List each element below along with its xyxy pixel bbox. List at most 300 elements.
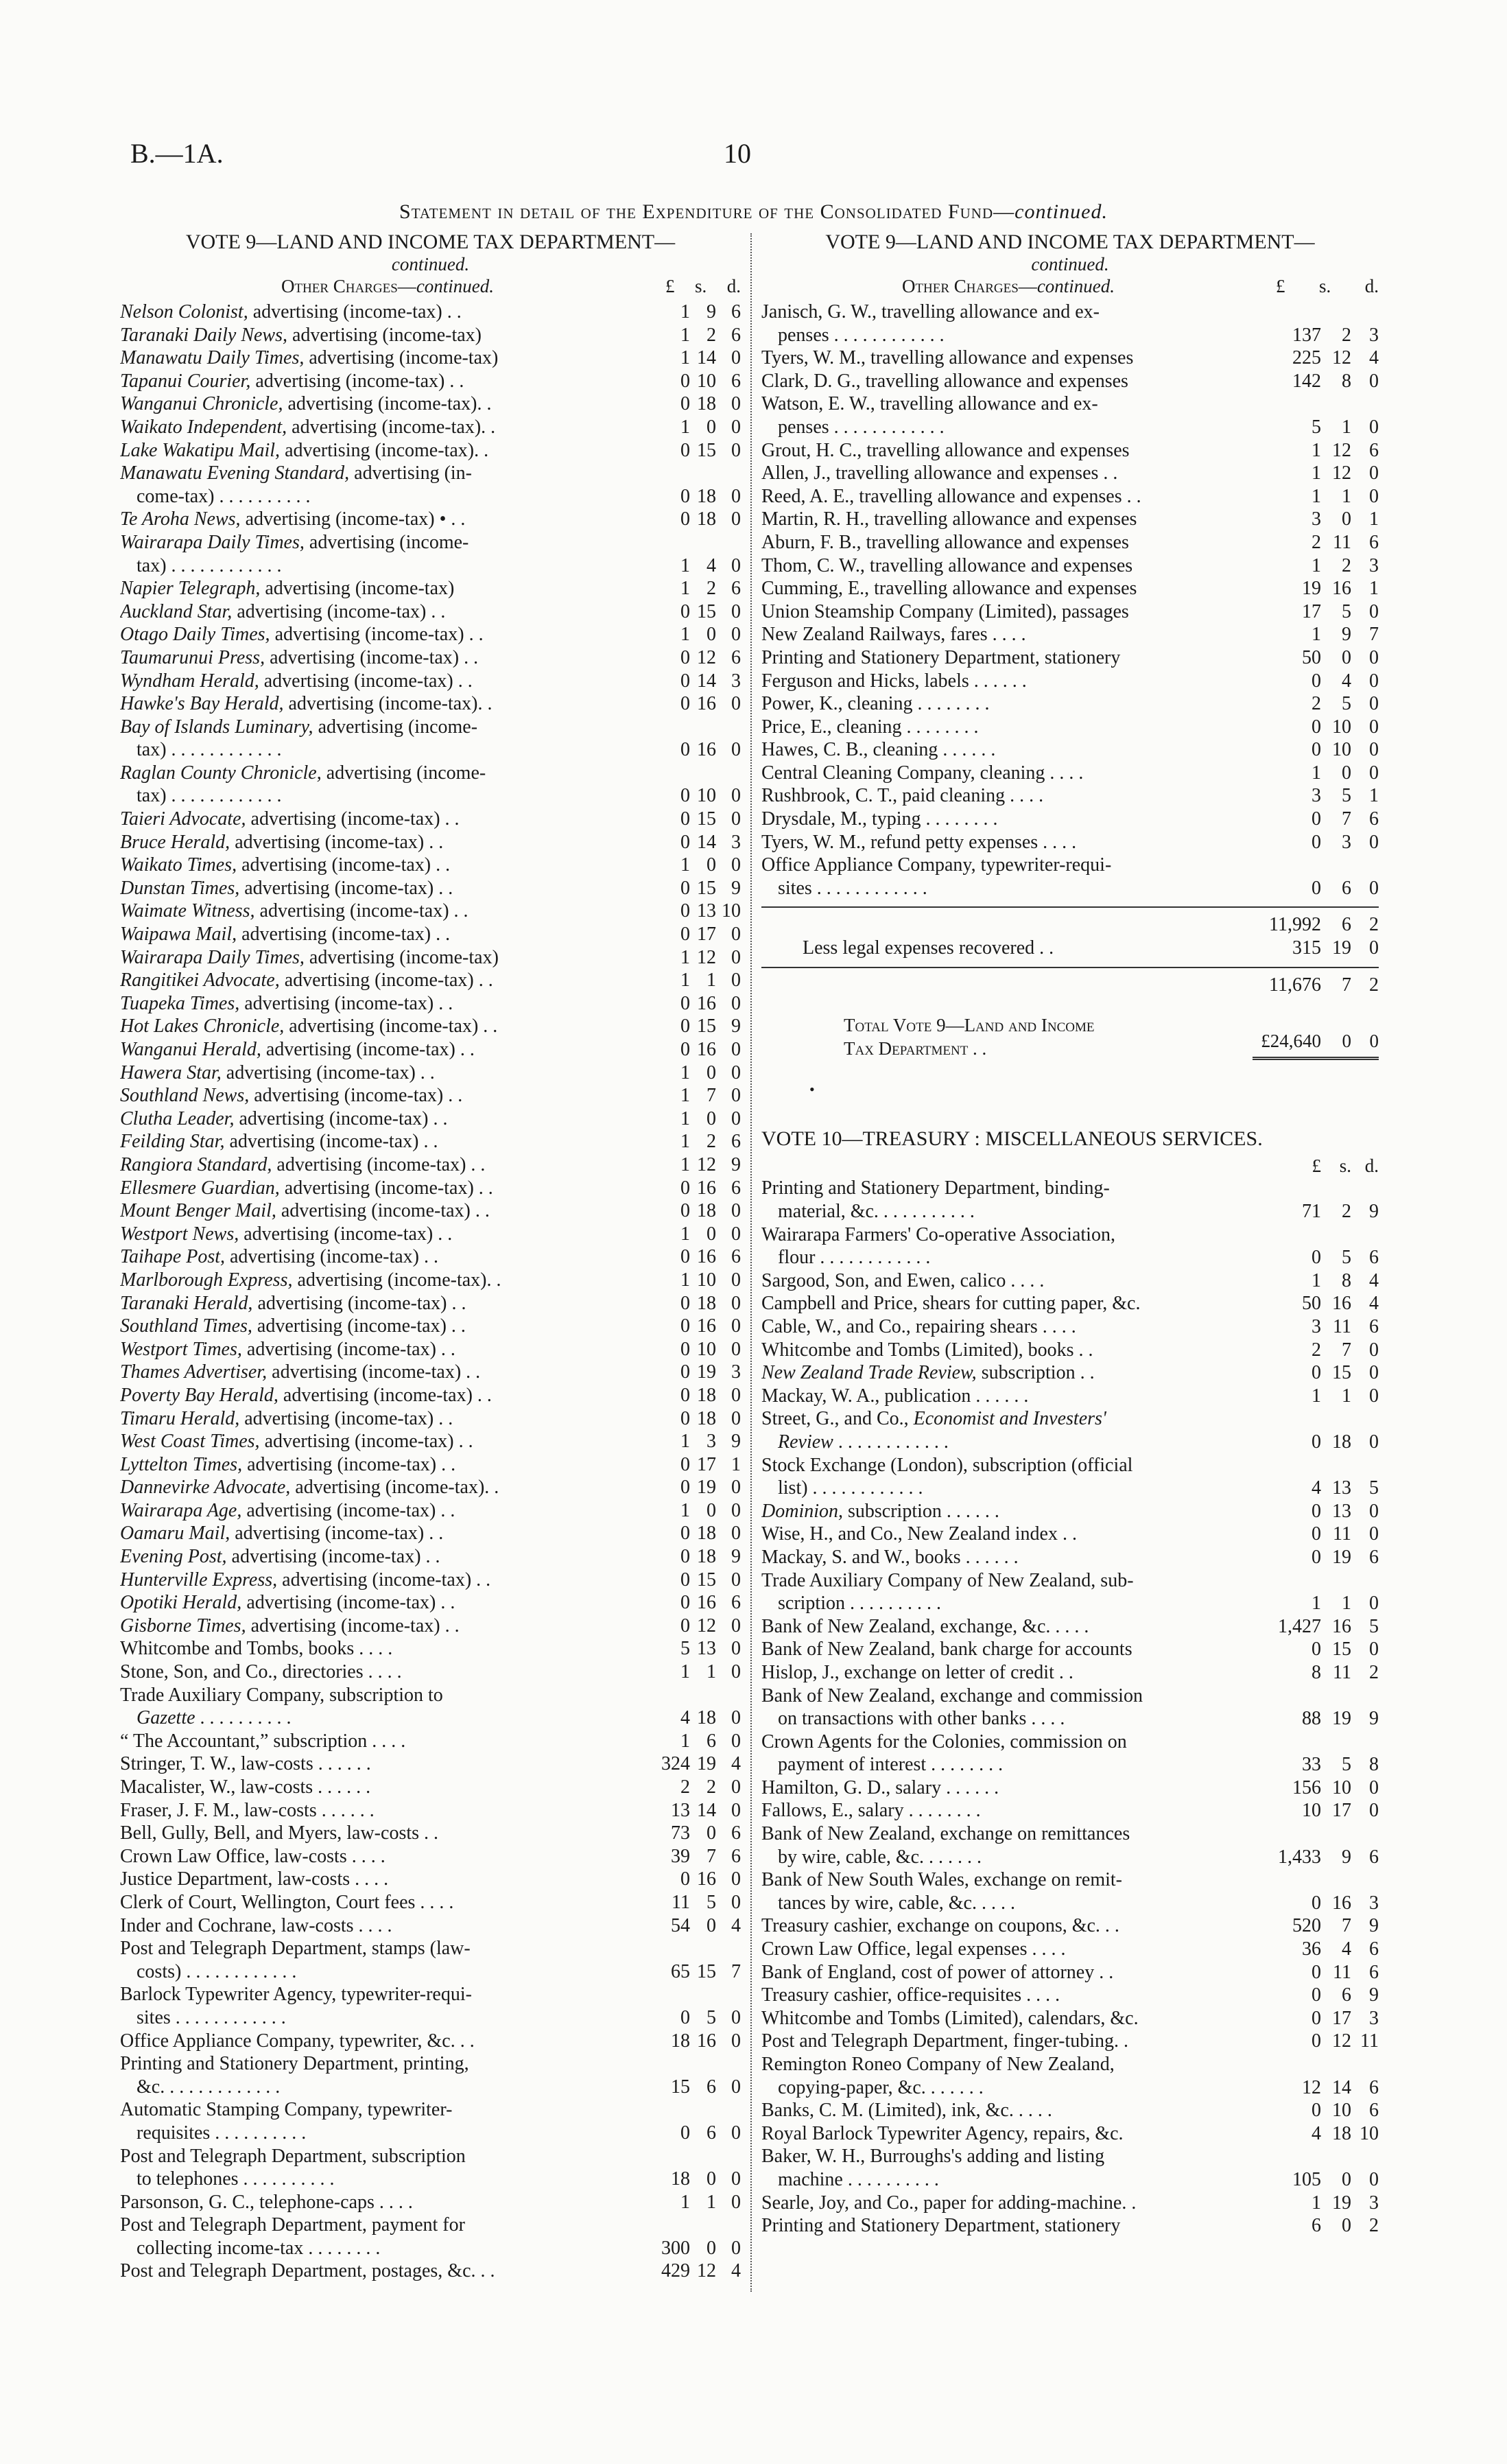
description-text: advertising (income-tax) . . <box>232 600 446 622</box>
expense-row <box>120 2052 741 2076</box>
expense-row <box>120 324 741 347</box>
description-text: Ferguson and Hicks, labels . . . . . . <box>761 670 1027 692</box>
expense-description <box>120 808 648 831</box>
expense-description <box>120 2168 648 2191</box>
amount <box>648 900 741 923</box>
pence: 0 <box>731 924 741 946</box>
shillings: 6 <box>1342 1984 1351 2006</box>
expense-row <box>120 1338 741 1361</box>
shillings: 19 <box>697 1753 716 1775</box>
statement-title: Statement in detail of the Expenditure of the Consolidated Fund— <box>399 200 1015 223</box>
pence: 0 <box>731 808 741 830</box>
pence: 3 <box>1369 1892 1379 1914</box>
expense-row <box>761 1638 1379 1661</box>
expense-row <box>761 1500 1379 1523</box>
pence: 0 <box>731 1338 741 1360</box>
expense-description <box>120 1361 648 1384</box>
page-number: 10 <box>724 138 751 169</box>
expense-description <box>120 1615 648 1638</box>
expense-row <box>120 1615 741 1638</box>
shillings: 16 <box>697 1039 716 1060</box>
amount <box>648 1430 741 1453</box>
pounds: 1 <box>680 347 690 369</box>
expense-row <box>120 1776 741 1799</box>
shillings: 11 <box>1333 1961 1351 1983</box>
pence: 0 <box>731 508 741 530</box>
pence: 0 <box>731 2122 741 2144</box>
amount <box>648 1315 741 1338</box>
shillings: 5 <box>707 2006 716 2028</box>
expense-description <box>120 600 648 624</box>
description-text: advertising (income-tax) . . <box>277 1569 491 1591</box>
description-text: advertising (income- <box>304 531 469 553</box>
amount <box>1253 1200 1379 1223</box>
pence: 0 <box>1369 2168 1379 2190</box>
amount <box>1253 808 1379 831</box>
description-text: Royal Barlock Typewriter Agency, repairs, &c. <box>761 2122 1124 2144</box>
amount <box>648 485 741 508</box>
pence: 6 <box>1369 1846 1379 1868</box>
shillings: 0 <box>1342 762 1351 784</box>
expense-description <box>761 1938 1253 1961</box>
shillings: 14 <box>1332 2076 1351 2098</box>
pence: 0 <box>731 1107 741 1129</box>
expense-description <box>761 1592 1253 1615</box>
publication-name: Hot Lakes Chronicle, <box>120 1016 285 1037</box>
expense-description <box>120 2214 648 2237</box>
pence: 0 <box>1369 1500 1379 1522</box>
description-text: advertising (income- <box>313 716 478 738</box>
amount <box>1253 692 1379 716</box>
publication-name: Wairarapa Daily Times, <box>120 946 305 968</box>
shillings: 17 <box>1332 1800 1351 1822</box>
expense-row <box>761 762 1379 785</box>
amount <box>648 1960 741 1984</box>
shillings: 16 <box>697 1868 716 1890</box>
pence: 0 <box>1369 462 1379 484</box>
shillings: 15 <box>697 600 716 622</box>
amount <box>1253 1431 1379 1454</box>
expense-description <box>120 462 648 485</box>
pence: 1 <box>731 1453 741 1475</box>
publication-name: New Zealand Trade Review, <box>761 1362 977 1384</box>
left-expense-list <box>120 301 741 2283</box>
publication-name: Evening Post, <box>120 1546 227 1568</box>
pence: 1 <box>1369 785 1379 807</box>
description-text: Crown Law Office, law-costs . . . . <box>120 1845 385 1867</box>
expense-description <box>120 2006 648 2030</box>
expense-description <box>120 1569 648 1592</box>
amount <box>648 1522 741 1545</box>
page-header <box>0 0 1507 223</box>
shillings: 18 <box>697 485 716 507</box>
expense-description <box>120 2260 648 2283</box>
pence: 0 <box>1369 1523 1379 1545</box>
vote-10-currency-headings: £ s. d. <box>1312 1155 1379 1177</box>
expense-description <box>120 554 648 578</box>
pence: 0 <box>731 2006 741 2028</box>
pounds: 18 <box>671 2030 690 2052</box>
pounds: 0 <box>680 900 690 922</box>
pounds: 0 <box>1312 670 1321 692</box>
expense-description <box>761 2214 1253 2238</box>
description-text: Wairarapa Farmers' Co-operative Association, <box>761 1223 1115 1245</box>
expense-row <box>761 1592 1379 1615</box>
description-text: advertising (income-tax) . . <box>259 670 473 692</box>
pounds: 142 <box>1292 370 1321 392</box>
description-text: Treasury cashier, exchange on coupons, &c. . . <box>761 1915 1119 1937</box>
expense-description <box>120 508 648 531</box>
expense-row <box>761 2099 1379 2122</box>
description-text: advertising (income-tax) . . <box>230 1523 444 1545</box>
description-text: Watson, E. W., travelling allowance and ex- <box>761 393 1098 415</box>
expense-description <box>120 2030 648 2053</box>
currency-headings: £ s. d. <box>665 276 741 296</box>
pence: 3 <box>731 670 741 692</box>
shillings: 6 <box>1342 877 1351 899</box>
pounds: 12 <box>1302 2076 1321 2098</box>
shillings: 1 <box>1342 416 1351 438</box>
amount <box>648 2076 741 2099</box>
pounds: 0 <box>680 693 690 715</box>
description-text: sites . . . . . . . . . . . . <box>137 2006 286 2028</box>
description-text: Macalister, W., law-costs . . . . . . <box>120 1776 371 1798</box>
shillings: 17 <box>1332 2007 1351 2029</box>
pounds: 0 <box>1312 716 1321 738</box>
publication-name: Rangiora Standard, <box>120 1153 272 1175</box>
description-text: flour . . . . . . . . . . . . <box>778 1247 931 1269</box>
shillings: 15 <box>697 1960 716 1982</box>
expense-row <box>761 2122 1379 2146</box>
expense-description <box>120 1637 648 1661</box>
expense-row <box>761 2053 1379 2076</box>
expense-row <box>761 577 1379 600</box>
expense-description <box>120 1822 648 1845</box>
amount <box>648 1407 741 1431</box>
description-text: Reed, A. E., travelling allowance and expenses . . <box>761 485 1141 507</box>
amount <box>1253 831 1379 854</box>
description-text: tax) . . . . . . . . . . . . <box>137 739 282 761</box>
expense-row <box>761 1269 1379 1293</box>
amount <box>648 1499 741 1523</box>
pence: 0 <box>731 1061 741 1083</box>
pounds: 0 <box>680 785 690 807</box>
description-text: to telephones . . . . . . . . . . <box>137 2168 335 2190</box>
description-text: Central Cleaning Company, cleaning . . . . <box>761 762 1084 784</box>
publication-name: Wanganui Herald, <box>120 1039 261 1060</box>
pence: 0 <box>731 1223 741 1245</box>
description-text: Mackay, S. and W., books . . . . . . <box>761 1546 1019 1568</box>
amount <box>1253 2099 1379 2122</box>
expense-description <box>761 1407 1253 1431</box>
pounds: 0 <box>1312 831 1321 853</box>
expense-description <box>120 1038 648 1061</box>
shillings: 5 <box>1342 1247 1351 1269</box>
pounds: 0 <box>1312 1961 1321 1983</box>
expense-description <box>761 1822 1253 1846</box>
expense-row <box>120 1245 741 1269</box>
expense-row <box>120 1177 741 1200</box>
pounds: 137 <box>1292 324 1321 346</box>
amount <box>648 1338 741 1361</box>
description-text: Printing and Stationery Department, stationery <box>761 646 1121 668</box>
description-text: New Zealand Railways, fares . . . . <box>761 624 1026 646</box>
description-text: Tyers, W. M., refund petty expenses . . . . <box>761 831 1077 853</box>
expense-row <box>120 2122 741 2145</box>
pounds: 0 <box>680 877 690 899</box>
expense-row <box>120 485 741 508</box>
description-text: Hamilton, G. D., salary . . . . . . <box>761 1776 999 1798</box>
expense-description <box>120 1384 648 1407</box>
shillings: 15 <box>697 808 716 830</box>
amount <box>1253 1799 1379 1822</box>
pence: 6 <box>731 301 741 322</box>
expense-row <box>761 738 1379 762</box>
pounds: 1 <box>680 854 690 876</box>
publication-name: Thames Advertiser, <box>120 1361 268 1383</box>
expense-row <box>761 1961 1379 1984</box>
amount <box>648 1453 741 1477</box>
pence: 0 <box>731 554 741 576</box>
expense-description <box>120 485 648 508</box>
publication-name: Taranaki Herald, <box>120 1292 253 1314</box>
expense-description <box>120 1522 648 1545</box>
description-text: Post and Telegraph Department, postages, &c. . . <box>120 2260 495 2282</box>
amount <box>1253 2007 1379 2030</box>
shillings: 0 <box>707 1914 716 1936</box>
expense-row <box>120 1430 741 1453</box>
pence: 6 <box>731 370 741 392</box>
pounds: 0 <box>680 1315 690 1337</box>
pounds: 1 <box>680 2191 690 2213</box>
amount <box>1253 2168 1379 2192</box>
pence: 10 <box>722 900 741 922</box>
expense-row <box>761 1799 1379 1822</box>
expense-description <box>761 2122 1253 2146</box>
pence: 6 <box>1369 2100 1379 2122</box>
expense-row <box>761 1984 1379 2007</box>
pounds: 1 <box>680 1131 690 1153</box>
expense-description <box>120 1269 648 1292</box>
description-text: come-tax) . . . . . . . . . . <box>137 485 311 507</box>
expense-description <box>761 1477 1253 1500</box>
pence: 0 <box>731 1407 741 1429</box>
shillings: 12 <box>697 2260 716 2282</box>
pounds: 19 <box>1302 578 1321 600</box>
pounds: 0 <box>680 670 690 692</box>
pence: 6 <box>731 578 741 600</box>
publication-name: Rangitikei Advocate, <box>120 970 280 992</box>
publication-name: Opotiki Herald, <box>120 1592 242 1614</box>
description-text: Barlock Typewriter Agency, typewriter-requi- <box>120 1984 472 2006</box>
amount <box>648 324 741 347</box>
pounds: 0 <box>1312 2100 1321 2122</box>
pence: 9 <box>731 1153 741 1175</box>
expense-description <box>761 877 1253 900</box>
expense-description <box>761 2030 1253 2053</box>
description-text: Stringer, T. W., law-costs . . . . . . <box>120 1753 371 1775</box>
shillings: 2 <box>707 1131 716 1153</box>
shillings: 15 <box>1332 1639 1351 1661</box>
amount <box>648 1153 741 1177</box>
expense-row <box>761 1661 1379 1685</box>
expense-row <box>761 1431 1379 1454</box>
description-text: Post and Telegraph Department, finger-tubing. . <box>761 2030 1129 2052</box>
pounds: 50 <box>1302 1293 1321 1315</box>
publication-name: West Coast Times, <box>120 1431 260 1453</box>
amount <box>648 1545 741 1569</box>
publication-name: Waikato Times, <box>120 854 237 876</box>
pence: 0 <box>731 739 741 761</box>
shillings: 14 <box>697 670 716 692</box>
expense-description <box>120 900 648 923</box>
pounds: 1 <box>680 301 690 322</box>
shillings: 11 <box>1333 1316 1351 1337</box>
description-text: Rushbrook, C. T., paid cleaning . . . . <box>761 785 1044 807</box>
shillings: 12 <box>1332 439 1351 461</box>
publication-name: Southland News, <box>120 1085 250 1107</box>
description-text: advertising (income-tax) <box>304 946 499 968</box>
pence: 6 <box>731 1822 741 1844</box>
expense-description <box>120 1130 648 1153</box>
expense-row <box>120 301 741 324</box>
amount <box>648 1868 741 1891</box>
amount <box>648 439 741 462</box>
amount <box>648 1914 741 1938</box>
pounds: 0 <box>680 508 690 530</box>
description-text: Printing and Stationery Department, printing, <box>120 2053 469 2075</box>
expense-row <box>120 1799 741 1822</box>
amount <box>1253 1546 1379 1569</box>
description-text: advertising (income-tax) . . <box>226 1546 440 1568</box>
expense-row <box>761 1892 1379 1915</box>
amount <box>1253 1776 1379 1800</box>
shillings: 2 <box>1342 1201 1351 1223</box>
expense-description <box>120 1868 648 1891</box>
description-text: Automatic Stamping Company, typewriter- <box>120 2099 453 2121</box>
description-text: advertising (income-tax) . . <box>237 854 451 876</box>
pence: 0 <box>731 347 741 369</box>
publication-name: Taranaki Daily News, <box>120 324 287 346</box>
amount <box>648 1292 741 1315</box>
amount <box>648 1130 741 1153</box>
description-text: advertising (income-tax) . . <box>261 1039 475 1060</box>
pounds: 0 <box>680 924 690 946</box>
pounds: 39 <box>671 1845 690 1867</box>
pence: 6 <box>1369 1938 1379 1960</box>
description-text: advertising (income-tax) . . <box>259 1431 473 1453</box>
amount <box>648 2006 741 2030</box>
pence: 0 <box>1369 600 1379 622</box>
amount <box>1253 1269 1379 1293</box>
expense-description <box>761 462 1253 485</box>
amount <box>648 946 741 970</box>
amount <box>1253 1984 1379 2007</box>
shillings: 9 <box>1342 1846 1351 1868</box>
amount <box>648 623 741 646</box>
pence: 10 <box>1360 2122 1379 2144</box>
expense-row <box>120 992 741 1016</box>
pounds: 2 <box>1312 531 1321 553</box>
pence: 0 <box>1369 762 1379 784</box>
amount <box>1253 439 1379 462</box>
expense-description <box>761 301 1253 324</box>
expense-description <box>120 1407 648 1431</box>
expense-description <box>761 831 1253 854</box>
description-text: Bank of New Zealand, exchange on remittances <box>761 1823 1130 1845</box>
pounds: 3 <box>1312 508 1321 530</box>
description-text: advertising (income-tax). . <box>280 439 489 461</box>
currency-headings: £ s. d. <box>1276 276 1379 296</box>
expense-row <box>120 1937 741 1960</box>
pence: 0 <box>1369 716 1379 738</box>
amount <box>1253 1292 1379 1315</box>
amount <box>1253 1615 1379 1639</box>
pounds: 0 <box>1312 1431 1321 1453</box>
expense-row <box>120 808 741 831</box>
expense-row <box>761 831 1379 854</box>
amount <box>648 992 741 1016</box>
shillings: 4 <box>707 554 716 576</box>
pounds: 324 <box>661 1753 690 1775</box>
expense-description <box>761 692 1253 716</box>
expense-row <box>761 2007 1379 2030</box>
shillings: 19 <box>1332 2192 1351 2214</box>
pounds: 4 <box>680 1707 690 1729</box>
pence: 0 <box>731 1523 741 1545</box>
description-text: Bank of New Zealand, exchange, &c. . . . . <box>761 1615 1089 1637</box>
pence: 4 <box>1369 1269 1379 1291</box>
right-expense-list <box>761 301 1379 900</box>
pounds: 1 <box>1312 1269 1321 1291</box>
pounds: 1 <box>680 554 690 576</box>
shillings: 2 <box>1342 324 1351 346</box>
expense-description <box>120 1199 648 1223</box>
shillings: 1 <box>1342 1593 1351 1615</box>
expense-description <box>120 439 648 462</box>
document-code: B.—1A. <box>130 138 224 169</box>
expense-description <box>761 1707 1253 1730</box>
expense-row <box>761 1615 1379 1639</box>
expense-row <box>120 1499 741 1523</box>
net-total-row: 11,676 7 2 <box>761 967 1379 997</box>
expense-row <box>120 600 741 624</box>
pence: 0 <box>731 1085 741 1107</box>
description-text: Searle, Joy, and Co., paper for adding-machine. . <box>761 2192 1137 2214</box>
description-text: requisites . . . . . . . . . . <box>137 2122 307 2144</box>
pence: 0 <box>731 1707 741 1729</box>
description-text: advertising (income-tax) . . <box>221 1061 435 1083</box>
expense-row <box>761 508 1379 531</box>
expense-row <box>761 1177 1379 1200</box>
amount <box>1253 1500 1379 1523</box>
shillings: 16 <box>697 1177 716 1199</box>
expense-description <box>761 1638 1253 1661</box>
description-text: machine . . . . . . . . . . <box>778 2168 939 2190</box>
pounds: 0 <box>680 485 690 507</box>
amount <box>1253 2076 1379 2100</box>
pounds: 17 <box>1302 600 1321 622</box>
publication-name: Nelson Colonist, <box>120 301 248 322</box>
pounds: 73 <box>671 1822 690 1844</box>
pence: 0 <box>1369 485 1379 507</box>
pence: 7 <box>1369 624 1379 646</box>
expense-description <box>120 577 648 600</box>
pounds: 0 <box>680 1338 690 1360</box>
expense-row <box>120 1706 741 1730</box>
expense-row <box>761 1523 1379 1546</box>
pounds: 1 <box>680 624 690 646</box>
